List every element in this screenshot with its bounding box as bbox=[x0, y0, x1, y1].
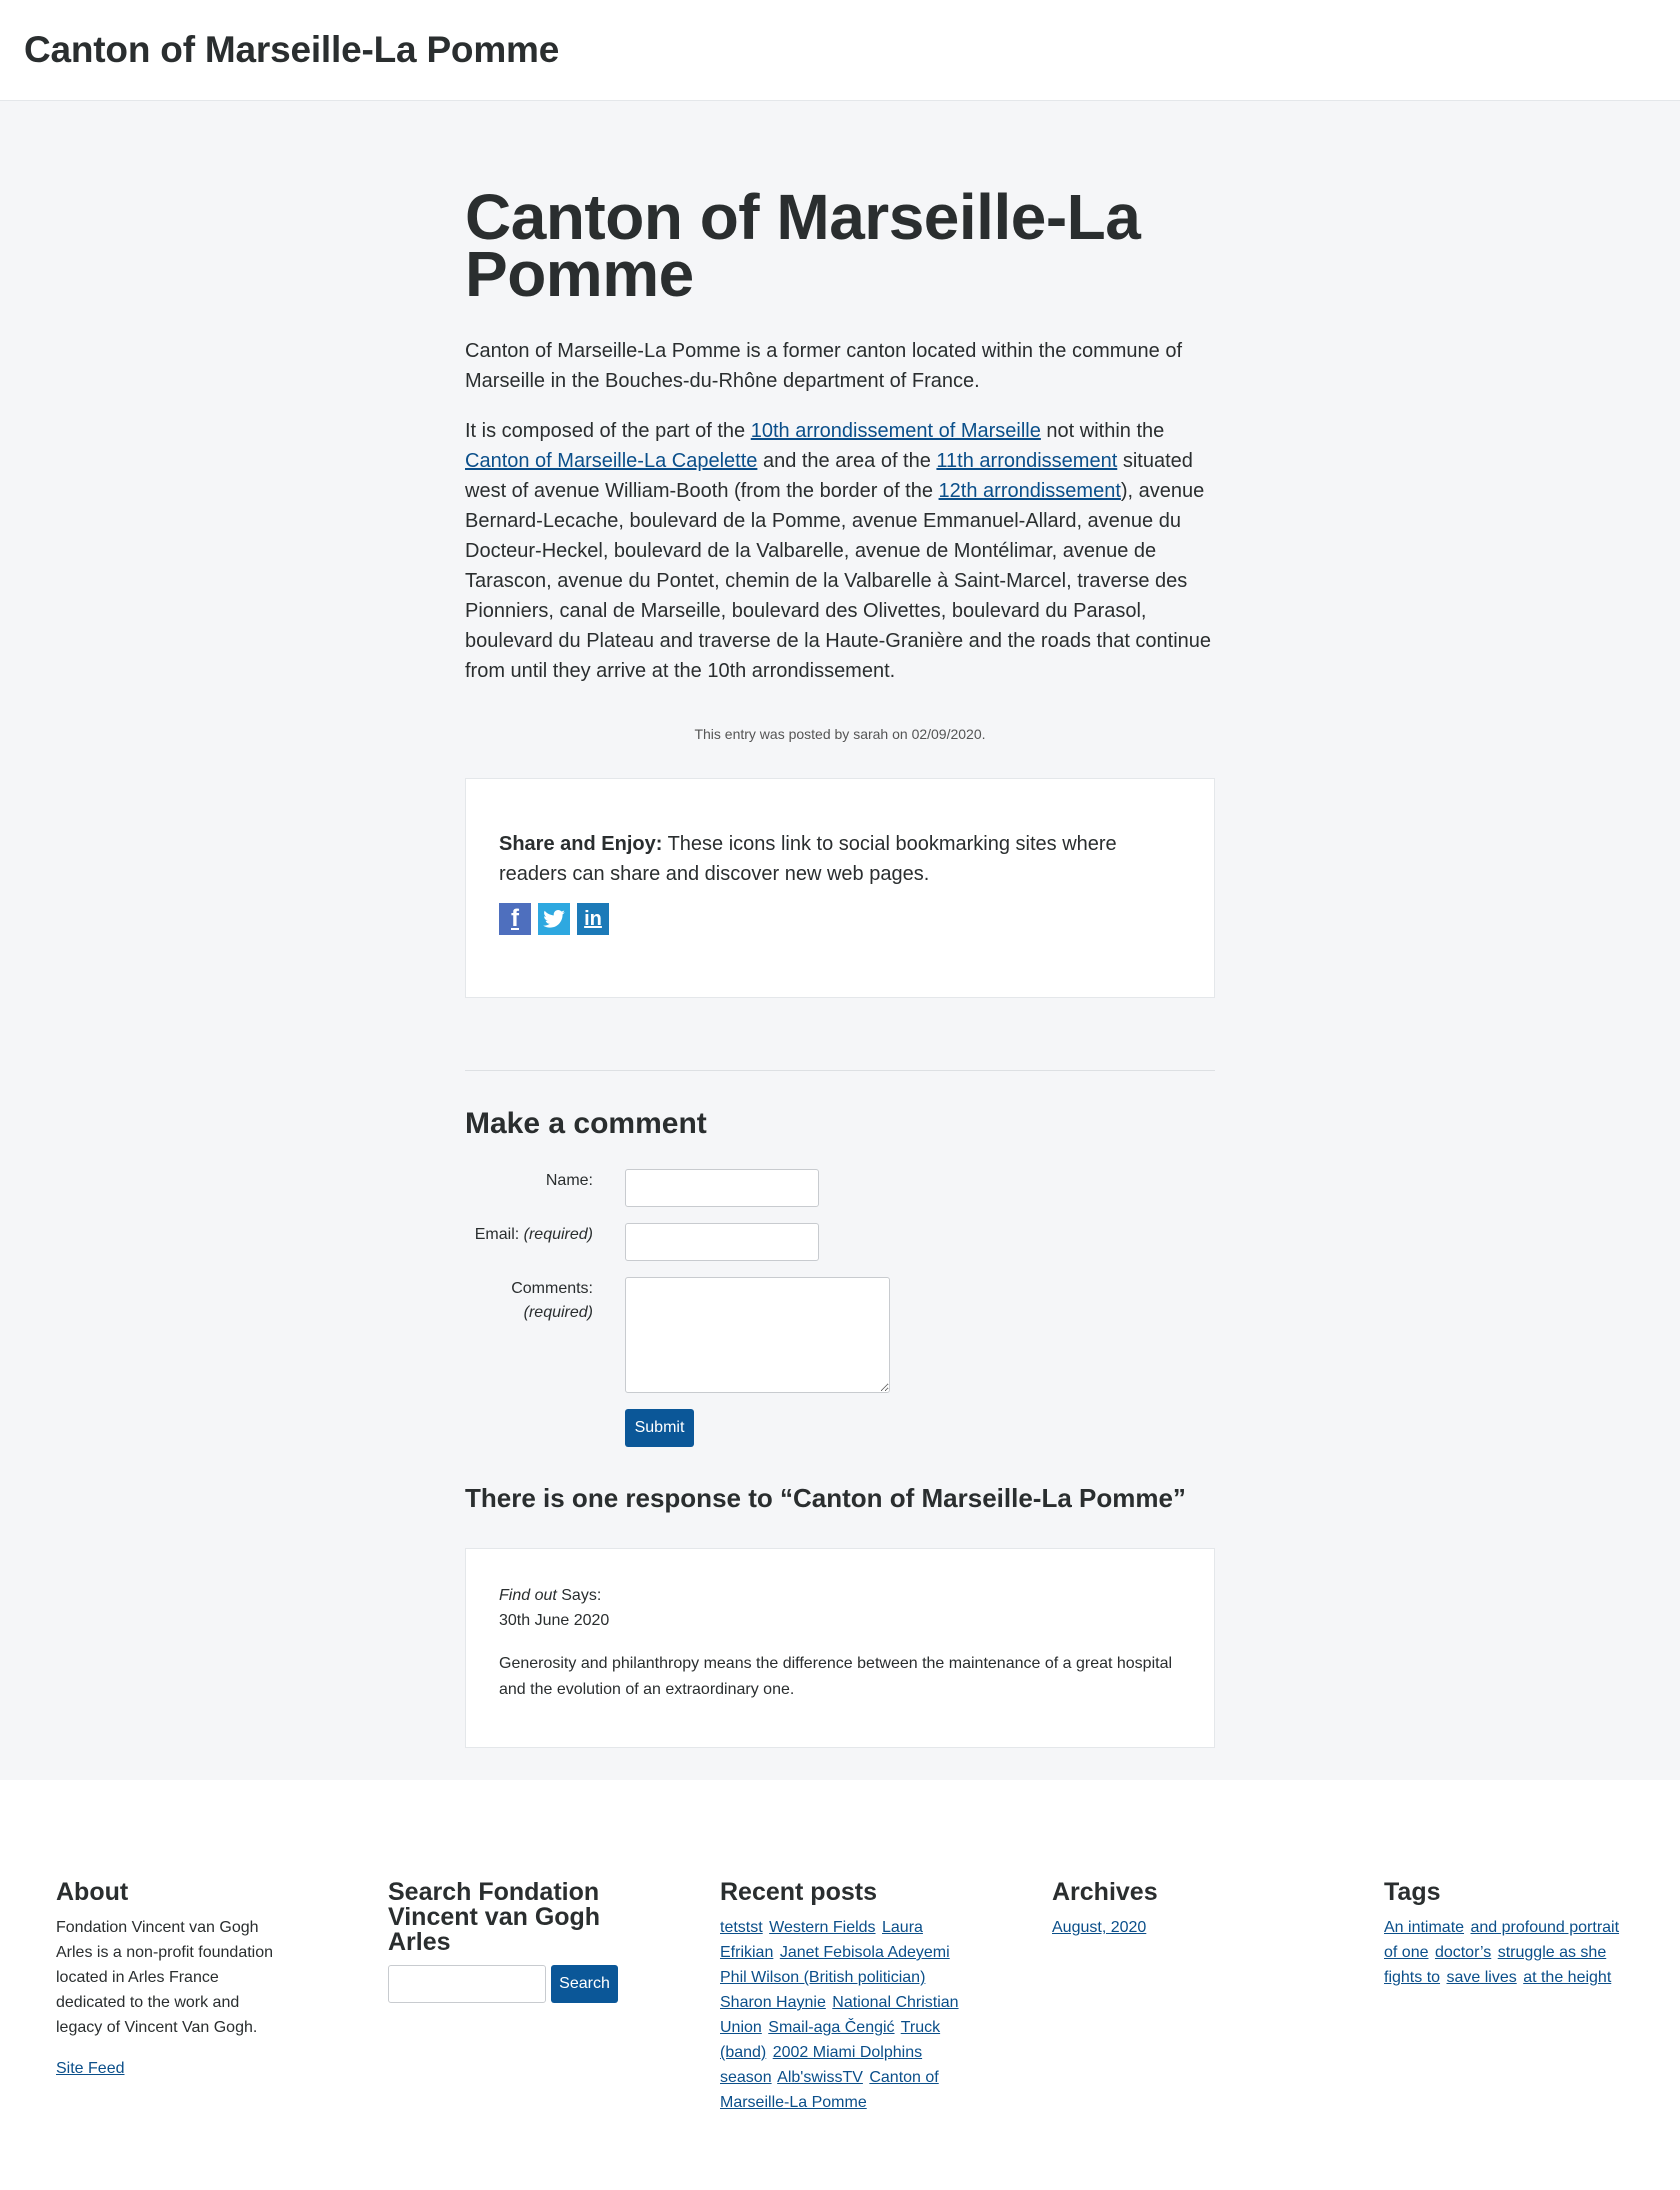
responses-heading: There is one response to “Canton of Marseille-La Pomme” bbox=[465, 1483, 1186, 1513]
text-span: It is composed of the part of the bbox=[465, 420, 751, 442]
recent-post-link[interactable]: Janet Febisola Adeyemi bbox=[779, 1944, 950, 1961]
article bbox=[465, 181, 1215, 1748]
entry-title: Canton of Marseille-La Pomme bbox=[465, 181, 1141, 310]
entry-intro: Canton of Marseille-La Pomme is a former canton located within the commune of Marseille in the Bouches-du-Rhône department of France. bbox=[465, 340, 1183, 392]
comment-says: Says: bbox=[556, 1587, 602, 1604]
about-heading: About bbox=[56, 1878, 129, 1906]
text-span: ), avenue Bernard-Lecache, boulevard de la Pomme, avenue Emmanuel-Allard, avenue du Docteur-Heckel, boulevard de la Valbarelle, avenue de Montélimar, avenue de Tarascon, avenue du Pontet, chemin de la Valbarelle à Saint-Marcel, traverse des Pionniers, canal de Marseille, boulevard des Olivettes, boulevard du Parasol, boulevard du Plateau and traverse de la Haute-Granière and the roads that continue from until they arrive at the 10th arrondissement. bbox=[465, 480, 1212, 682]
email-label bbox=[465, 1223, 593, 1261]
recent-post-link[interactable]: 2002 Miami Dolphins season bbox=[720, 2044, 923, 2086]
link-12th-arrondissement[interactable]: 12th arrondissement bbox=[938, 480, 1121, 502]
comment-author: Find out bbox=[499, 1587, 557, 1604]
archives-heading: Archives bbox=[1052, 1878, 1158, 1906]
twitter-bird-icon bbox=[543, 910, 565, 928]
comment-item bbox=[465, 1548, 1215, 1748]
tags-list bbox=[1384, 1915, 1629, 1990]
email-required: (required) bbox=[523, 1226, 593, 1243]
share-icons bbox=[499, 903, 1182, 935]
text-span: situated west of avenue William-Booth (from the border of the bbox=[465, 450, 1193, 502]
main-area bbox=[0, 101, 1680, 1780]
facebook-glyph: f bbox=[511, 905, 519, 932]
footer-tags bbox=[1384, 1880, 1644, 2154]
comments-label bbox=[465, 1277, 593, 1393]
email-row bbox=[465, 1223, 1215, 1261]
tag-link[interactable]: doctor’s bbox=[1434, 1944, 1492, 1961]
footer-recent bbox=[720, 1880, 1052, 2154]
recent-posts-list bbox=[720, 1915, 965, 2115]
footer-search bbox=[388, 1880, 720, 2154]
tag-link[interactable]: An intimate bbox=[1384, 1919, 1465, 1936]
archive-link[interactable]: August, 2020 bbox=[1052, 1919, 1147, 1936]
recent-post-link[interactable]: Truck (band) bbox=[720, 2019, 941, 2061]
comment-form bbox=[465, 1169, 1215, 1447]
search-input[interactable] bbox=[388, 1965, 546, 2003]
share-box bbox=[465, 778, 1215, 998]
link-10th-arrondissement[interactable]: 10th arrondissement of Marseille bbox=[750, 420, 1041, 442]
tag-link[interactable]: of one bbox=[1384, 1944, 1429, 1961]
recent-heading: Recent posts bbox=[720, 1878, 877, 1906]
tag-link[interactable]: and profound portrait bbox=[1470, 1919, 1620, 1936]
comments-label-text: Comments: bbox=[511, 1280, 593, 1297]
comment-meta bbox=[499, 1583, 1182, 1633]
recent-post-link[interactable]: Canton of Marseille-La Pomme bbox=[720, 2069, 939, 2111]
tag-link[interactable]: at the height bbox=[1523, 1969, 1612, 1986]
twitter-icon[interactable] bbox=[538, 903, 570, 935]
site-feed-link[interactable]: Site Feed bbox=[56, 2060, 125, 2077]
share-description: These icons link to social bookmarking sites where readers can share and discover new web pages. bbox=[499, 833, 1117, 885]
comment-date: 30th June 2020 bbox=[499, 1612, 610, 1629]
archives-list bbox=[1052, 1915, 1297, 1940]
linkedin-glyph: in bbox=[584, 907, 602, 930]
tag-link[interactable]: save lives bbox=[1446, 1969, 1517, 1986]
footer-archives bbox=[1052, 1880, 1384, 2154]
tag-link[interactable]: fights to bbox=[1384, 1969, 1441, 1986]
comments-required: (required) bbox=[523, 1304, 593, 1321]
email-label-text: Email: bbox=[474, 1226, 520, 1243]
share-label: Share and Enjoy: bbox=[499, 833, 663, 855]
search-heading: Search Fondation Vincent van Gogh Arles bbox=[388, 1878, 601, 1956]
site-title[interactable]: Canton of Marseille-La Pomme bbox=[24, 29, 560, 70]
divider bbox=[465, 1070, 1215, 1071]
email-input[interactable] bbox=[625, 1223, 819, 1261]
recent-post-link[interactable]: Phil Wilson (British politician) bbox=[720, 1969, 926, 1986]
recent-post-link[interactable]: Western Fields bbox=[769, 1919, 876, 1936]
comment-heading: Make a comment bbox=[465, 1107, 707, 1140]
footer-about bbox=[56, 1880, 388, 2154]
tag-link[interactable]: struggle as she bbox=[1497, 1944, 1607, 1961]
recent-post-link[interactable]: National Christian Union bbox=[720, 1994, 959, 2036]
site-feed bbox=[56, 2056, 288, 2081]
link-11th-arrondissement[interactable]: 11th arrondissement bbox=[936, 450, 1118, 472]
recent-post-link[interactable]: Sharon Haynie bbox=[720, 1994, 826, 2011]
comment-body: Generosity and philanthropy means the difference between the maintenance of a great hospital and the evolution of an extraordinary one. bbox=[499, 1655, 1173, 1698]
site-header bbox=[0, 0, 1680, 101]
name-label: Name: bbox=[545, 1172, 593, 1189]
tags-heading: Tags bbox=[1384, 1878, 1441, 1906]
recent-post-link[interactable]: Laura Efrikian bbox=[720, 1919, 923, 1961]
recent-post-link[interactable]: tetstst bbox=[720, 1919, 763, 1936]
recent-post-link[interactable]: Smail-aga Čengić bbox=[768, 2019, 895, 2036]
text-span: not within the bbox=[1040, 420, 1165, 442]
link-canton-la-capelette[interactable]: Canton of Marseille-La Capelette bbox=[465, 450, 758, 472]
recent-post-link[interactable]: Alb'swissTV bbox=[777, 2069, 863, 2086]
posted-by: This entry was posted by sarah on 02/09/2020. bbox=[694, 726, 986, 742]
search-button[interactable]: Search bbox=[551, 1965, 618, 2003]
text-span: and the area of the bbox=[757, 450, 937, 472]
about-text: Fondation Vincent van Gogh Arles is a non-profit foundation located in Arles France dedicated to the work and legacy of Vincent Van Gogh. bbox=[56, 1919, 274, 2036]
linkedin-icon[interactable] bbox=[577, 903, 609, 935]
entry-text bbox=[465, 336, 1215, 686]
site-footer bbox=[0, 1780, 1680, 2154]
share-text bbox=[499, 829, 1182, 889]
name-row bbox=[465, 1169, 1215, 1207]
submit-button[interactable]: Submit bbox=[625, 1409, 694, 1447]
entry-paragraph bbox=[465, 416, 1215, 686]
search-row bbox=[388, 1965, 720, 2003]
facebook-icon[interactable] bbox=[499, 903, 531, 935]
name-input[interactable] bbox=[625, 1169, 819, 1207]
comments-textarea[interactable] bbox=[625, 1277, 890, 1393]
comments-row bbox=[465, 1277, 1215, 1393]
